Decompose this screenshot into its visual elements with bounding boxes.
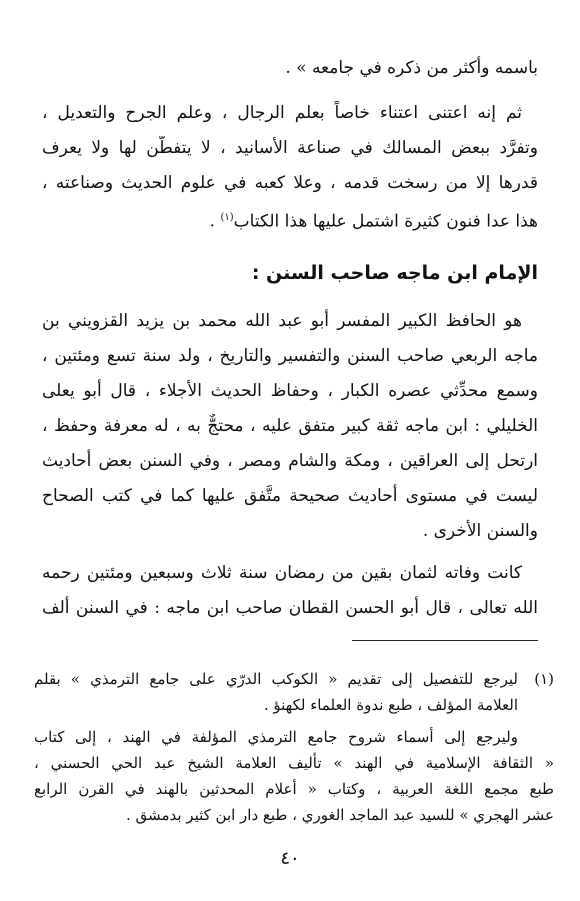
text-line: الخليلي : ابن ماجه ثقة كبير متفق عليه ، محتجٌّ به ، له معرفة وحفظ ،	[42, 416, 538, 436]
text-run: .	[209, 211, 221, 232]
section-heading: الإمام ابن ماجه صاحب السنن :	[251, 262, 538, 284]
text-line: ليست في مستوى أحاديث صحيحة متَّفق عليها كما في كتب الصحاح	[42, 486, 538, 506]
footnote-marker: (١)	[220, 212, 234, 223]
page-number: ٤٠	[280, 848, 300, 869]
text-line: الله تعالى ، قال أبو الحسن القطان صاحب ابن ماجه : في السنن ألف	[42, 598, 538, 618]
footnote-line: وليرجع إلى أسماء شروح جامع الترمذي المؤلفة في الهند ، إلى كتاب	[34, 728, 518, 746]
footnote-number: (١)	[534, 670, 554, 688]
text-line-with-note	[42, 206, 538, 234]
text-line: ماجه الربعي صاحب السنن والتفسير والتاريخ ، ولد سنة تسع ومئتين ،	[42, 346, 538, 366]
text-line: كانت وفاته لثمان بقين من رمضان سنة ثلاث وسبعين ومئتين رحمه	[42, 563, 522, 583]
text-line: وتفرَّد ببعض المسالك في صناعة الأسانيد ، لا يتفطَّن لها ولا يعرف	[42, 138, 538, 158]
text-run: هذا عدا فنون كثيرة اشتمل عليها هذا الكتاب	[233, 211, 538, 232]
text-line: قدرها إلا من رسخت قدمه ، وعلا كعبه في علوم الحديث وصناعته ،	[42, 173, 538, 193]
text-line: وسمع محدِّثي عصره الكبار ، وحفاظ الحديث الأجلاء ، قال أبو يعلى	[42, 381, 538, 401]
footnote-separator	[352, 640, 538, 641]
footnote-line: عشر الهجري » للسيد عبد الماجد الغوري ، طبع دار ابن كثير بدمشق .	[126, 806, 554, 824]
text-line: باسمه وأكثر من ذكره في جامعه » .	[285, 58, 538, 78]
text-line: هو الحافظ الكبير المفسر أبو عبد الله محمد بن يزيد القزويني بن	[42, 311, 522, 331]
footnote-line: العلامة المؤلف ، طبع ندوة العلماء لكهنؤ .	[263, 696, 518, 714]
footnote-line: طبع مجمع اللغة العربية ، وكتاب « أعلام المحدثين بالهند في القرن الرابع	[34, 780, 554, 798]
footnote-line: ليرجع للتفصيل إلى تقديم « الكوكب الدرّي على جامع الترمذي » بقلم	[34, 670, 518, 688]
text-line: والسنن الأخرى .	[422, 521, 538, 541]
text-line: ارتحل إلى العراقين ، ومكة والشام ومصر ، وفي السنن بعض أحاديث	[42, 451, 538, 471]
footnote-line: « الثقافة الإسلامية في الهند » تأليف العلامة الشيخ عبد الحي الحسني ،	[34, 754, 554, 772]
text-line: ثم إنه اعتنى اعتناء خاصاً بعلم الرجال ، وعلم الجرح والتعديل ،	[42, 103, 522, 123]
